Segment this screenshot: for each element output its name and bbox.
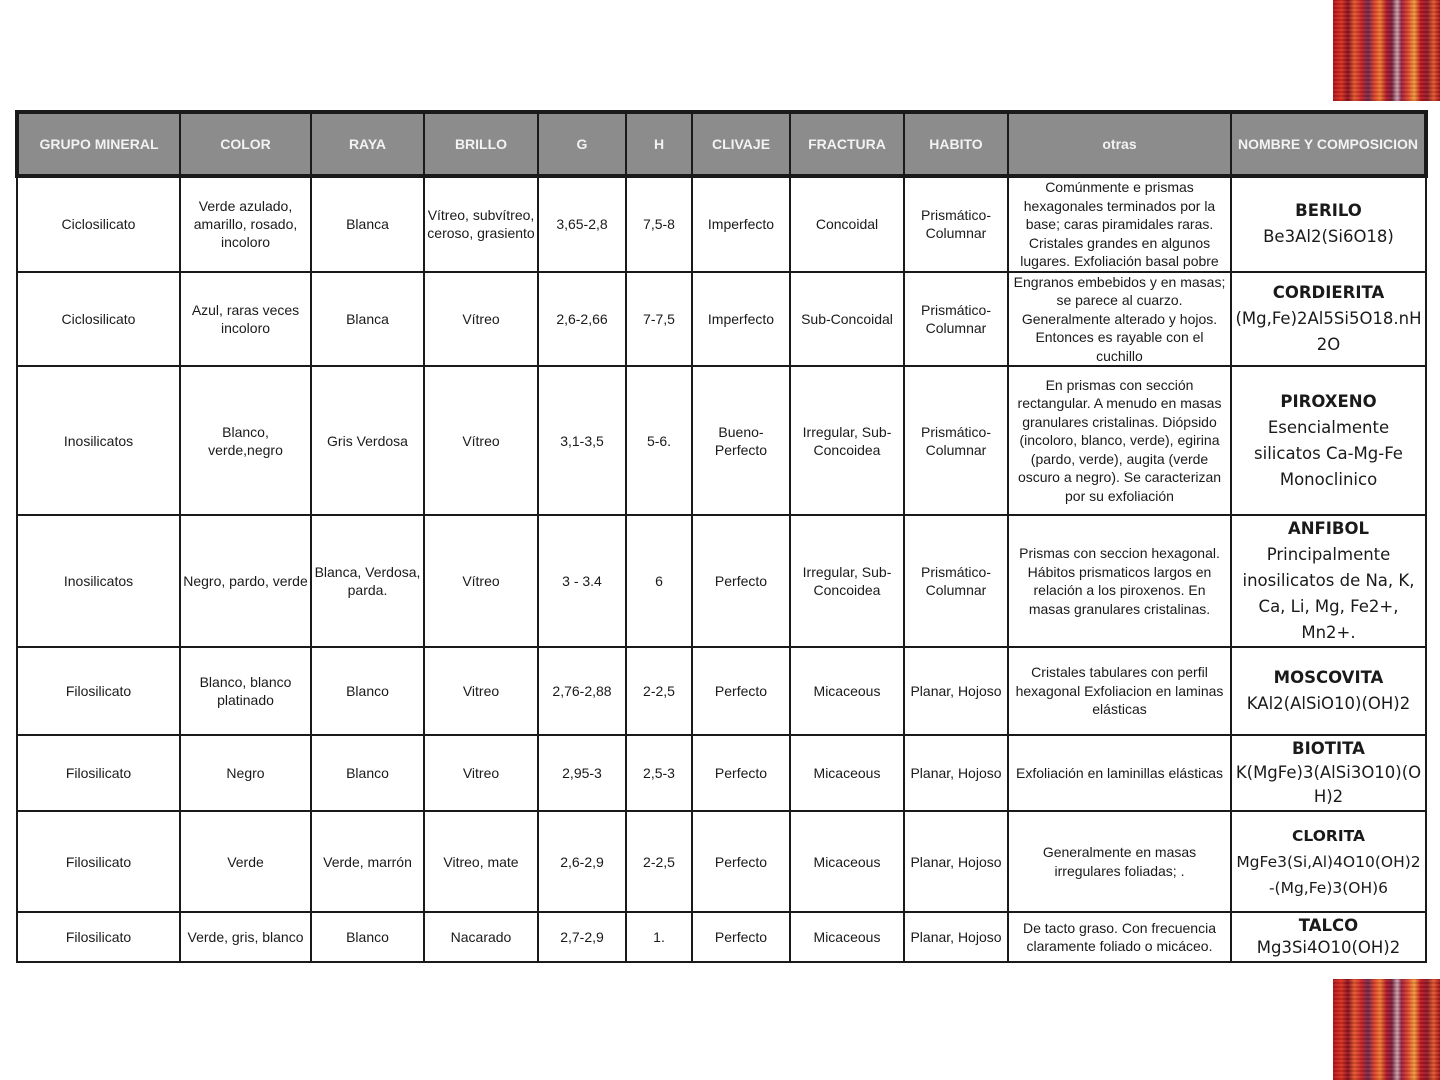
cell-habito: Prismático-Columnar bbox=[904, 515, 1008, 647]
header-color: COLOR bbox=[180, 112, 311, 176]
cell-grupo: Filosilicato bbox=[17, 735, 180, 811]
cell-clivaje: Perfecto bbox=[692, 912, 790, 962]
header-habito: HABITO bbox=[904, 112, 1008, 176]
cell-otras: De tacto graso. Con frecuencia claramente foliado o micáceo. bbox=[1008, 912, 1231, 962]
cell-fractura: Micaceous bbox=[790, 912, 904, 962]
cell-color: Blanco, blanco platinado bbox=[180, 647, 311, 735]
cell-nombre-composicion bbox=[1231, 811, 1426, 912]
cell-h: 6 bbox=[626, 515, 692, 647]
cell-brillo: Vitreo, mate bbox=[424, 811, 538, 912]
header-raya: RAYA bbox=[311, 112, 424, 176]
cell-g: 2,76-2,88 bbox=[538, 647, 626, 735]
cell-habito: Planar, Hojoso bbox=[904, 912, 1008, 962]
cell-habito: Prismático-Columnar bbox=[904, 272, 1008, 367]
cell-h: 2,5-3 bbox=[626, 735, 692, 811]
cell-nombre-composicion bbox=[1231, 515, 1426, 647]
cell-raya: Blanca, Verdosa, parda. bbox=[311, 515, 424, 647]
header-nombre-composicion: NOMBRE Y COMPOSICION bbox=[1231, 112, 1426, 176]
cell-clivaje: Perfecto bbox=[692, 735, 790, 811]
table-row bbox=[17, 811, 1426, 912]
table-row bbox=[17, 366, 1426, 515]
mineral-table bbox=[15, 110, 1428, 963]
mineral-composition: KAl2(AlSiO10)(OH)2 bbox=[1246, 694, 1411, 713]
cell-grupo: Filosilicato bbox=[17, 811, 180, 912]
table-row bbox=[17, 176, 1426, 272]
cell-raya: Blanca bbox=[311, 176, 424, 272]
cell-h: 7-7,5 bbox=[626, 272, 692, 367]
table-row bbox=[17, 912, 1426, 962]
cell-color: Azul, raras veces incoloro bbox=[180, 272, 311, 367]
mineral-name: CORDIERITA bbox=[1272, 282, 1385, 302]
cell-brillo: Vítreo bbox=[424, 366, 538, 515]
mineral-name: MOSCOVITA bbox=[1273, 668, 1384, 687]
cell-nombre-composicion bbox=[1231, 176, 1426, 272]
header-brillo: BRILLO bbox=[424, 112, 538, 176]
cell-fractura: Irregular, Sub-Concoidea bbox=[790, 366, 904, 515]
mineral-name: CLORITA bbox=[1292, 826, 1365, 845]
cell-raya: Gris Verdosa bbox=[311, 366, 424, 515]
cell-brillo: Vítreo bbox=[424, 515, 538, 647]
cell-g: 2,6-2,66 bbox=[538, 272, 626, 367]
cell-nombre-composicion bbox=[1231, 272, 1426, 367]
mineral-composition: Principalmente inosilicatos de Na, K, Ca, Li, Mg, Fe2+, Mn2+. bbox=[1242, 545, 1415, 642]
cell-habito: Prismático-Columnar bbox=[904, 366, 1008, 515]
cell-clivaje: Perfecto bbox=[692, 647, 790, 735]
cell-clivaje: Imperfecto bbox=[692, 176, 790, 272]
cell-clivaje: Imperfecto bbox=[692, 272, 790, 367]
cell-clivaje: Perfecto bbox=[692, 811, 790, 912]
cell-habito: Prismático-Columnar bbox=[904, 176, 1008, 272]
cell-otras: Generalmente en masas irregulares foliadas; . bbox=[1008, 811, 1231, 912]
cell-raya: Blanco bbox=[311, 647, 424, 735]
cell-otras: En prismas con sección rectangular. A menudo en masas granulares cristalinas. Diópsido (incoloro, blanco, verde), egirina (pardo, verde), augita (verde oscuro a negro). Se caracterizan por su exfoliación bbox=[1008, 366, 1231, 515]
mineral-name: PIROXENO bbox=[1280, 391, 1377, 411]
header-g: G bbox=[538, 112, 626, 176]
mineral-name: ANFIBOL bbox=[1287, 519, 1370, 538]
cell-g: 3,65-2,8 bbox=[538, 176, 626, 272]
cell-color: Negro, pardo, verde bbox=[180, 515, 311, 647]
cell-fractura: Concoidal bbox=[790, 176, 904, 272]
mineral-name: TALCO bbox=[1298, 916, 1359, 935]
mineral-composition: K(MgFe)3(AlSi3O10)(OH)2 bbox=[1235, 763, 1422, 806]
mineral-composition: Mg3Si4O10(OH)2 bbox=[1256, 938, 1401, 957]
cell-habito: Planar, Hojoso bbox=[904, 735, 1008, 811]
cell-grupo: Inosilicatos bbox=[17, 515, 180, 647]
header-h: H bbox=[626, 112, 692, 176]
cell-brillo: Vitreo bbox=[424, 647, 538, 735]
cell-fractura: Micaceous bbox=[790, 735, 904, 811]
table-row bbox=[17, 515, 1426, 647]
cell-habito: Planar, Hojoso bbox=[904, 647, 1008, 735]
cell-brillo: Nacarado bbox=[424, 912, 538, 962]
cell-otras: Engranos embebidos y en masas; se parece al cuarzo. Generalmente alterado y hojos. Entonces es rayable con el cuchillo bbox=[1008, 272, 1231, 367]
table-row bbox=[17, 735, 1426, 811]
cell-g: 2,95-3 bbox=[538, 735, 626, 811]
cell-nombre-composicion bbox=[1231, 912, 1426, 962]
mineral-name: BERILO bbox=[1295, 201, 1362, 221]
cell-clivaje: Bueno-Perfecto bbox=[692, 366, 790, 515]
cell-h: 2-2,5 bbox=[626, 811, 692, 912]
cell-grupo: Inosilicatos bbox=[17, 366, 180, 515]
mineral-composition: Esencialmente silicatos Ca-Mg-Fe Monoclinico bbox=[1254, 417, 1403, 489]
woven-textile-decoration-top bbox=[1333, 0, 1440, 101]
cell-g: 2,7-2,9 bbox=[538, 912, 626, 962]
cell-raya: Blanco bbox=[311, 735, 424, 811]
header-otras: otras bbox=[1008, 112, 1231, 176]
cell-h: 5-6. bbox=[626, 366, 692, 515]
cell-nombre-composicion bbox=[1231, 735, 1426, 811]
cell-h: 2-2,5 bbox=[626, 647, 692, 735]
mineral-composition: (Mg,Fe)2Al5Si5O18.nH2O bbox=[1235, 308, 1422, 354]
cell-otras: Exfoliación en laminillas elásticas bbox=[1008, 735, 1231, 811]
cell-otras: Cristales tabulares con perfil hexagonal Exfoliacion en laminas elásticas bbox=[1008, 647, 1231, 735]
cell-g: 3,1-3,5 bbox=[538, 366, 626, 515]
cell-grupo: Filosilicato bbox=[17, 647, 180, 735]
mineral-composition: Be3Al2(Si6O18) bbox=[1263, 227, 1394, 247]
mineral-composition: MgFe3(Si,Al)4O10(OH)2-(Mg,Fe)3(OH)6 bbox=[1236, 852, 1421, 897]
cell-fractura: Sub-Concoidal bbox=[790, 272, 904, 367]
cell-nombre-composicion bbox=[1231, 647, 1426, 735]
cell-color: Verde azulado, amarillo, rosado, incoloro bbox=[180, 176, 311, 272]
table-row bbox=[17, 272, 1426, 367]
header-clivaje: CLIVAJE bbox=[692, 112, 790, 176]
cell-g: 2,6-2,9 bbox=[538, 811, 626, 912]
cell-fractura: Micaceous bbox=[790, 811, 904, 912]
cell-brillo: Vítreo, subvítreo, ceroso, grasiento bbox=[424, 176, 538, 272]
cell-color: Blanco, verde,negro bbox=[180, 366, 311, 515]
header-row bbox=[17, 112, 1426, 176]
cell-grupo: Ciclosilicato bbox=[17, 272, 180, 367]
cell-color: Verde, gris, blanco bbox=[180, 912, 311, 962]
cell-color: Negro bbox=[180, 735, 311, 811]
cell-otras: Comúnmente e prismas hexagonales terminados por la base; caras piramidales raras. Cristales grandes en algunos lugares. Exfoliación basal pobre bbox=[1008, 176, 1231, 272]
cell-grupo: Filosilicato bbox=[17, 912, 180, 962]
cell-fractura: Irregular, Sub-Concoidea bbox=[790, 515, 904, 647]
woven-textile-decoration-bottom bbox=[1333, 979, 1440, 1080]
cell-grupo: Ciclosilicato bbox=[17, 176, 180, 272]
mineral-name: BIOTITA bbox=[1292, 739, 1365, 758]
cell-nombre-composicion bbox=[1231, 366, 1426, 515]
cell-fractura: Micaceous bbox=[790, 647, 904, 735]
cell-raya: Blanco bbox=[311, 912, 424, 962]
cell-clivaje: Perfecto bbox=[692, 515, 790, 647]
cell-brillo: Vítreo bbox=[424, 272, 538, 367]
header-fractura: FRACTURA bbox=[790, 112, 904, 176]
cell-g: 3 - 3.4 bbox=[538, 515, 626, 647]
cell-otras: Prismas con seccion hexagonal. Hábitos prismaticos largos en relación a los piroxenos. En masas granulares cristalinas. bbox=[1008, 515, 1231, 647]
header-grupo-mineral: GRUPO MINERAL bbox=[17, 112, 180, 176]
cell-h: 1. bbox=[626, 912, 692, 962]
cell-raya: Blanca bbox=[311, 272, 424, 367]
cell-color: Verde bbox=[180, 811, 311, 912]
table-row bbox=[17, 647, 1426, 735]
cell-raya: Verde, marrón bbox=[311, 811, 424, 912]
cell-brillo: Vitreo bbox=[424, 735, 538, 811]
cell-h: 7,5-8 bbox=[626, 176, 692, 272]
cell-habito: Planar, Hojoso bbox=[904, 811, 1008, 912]
